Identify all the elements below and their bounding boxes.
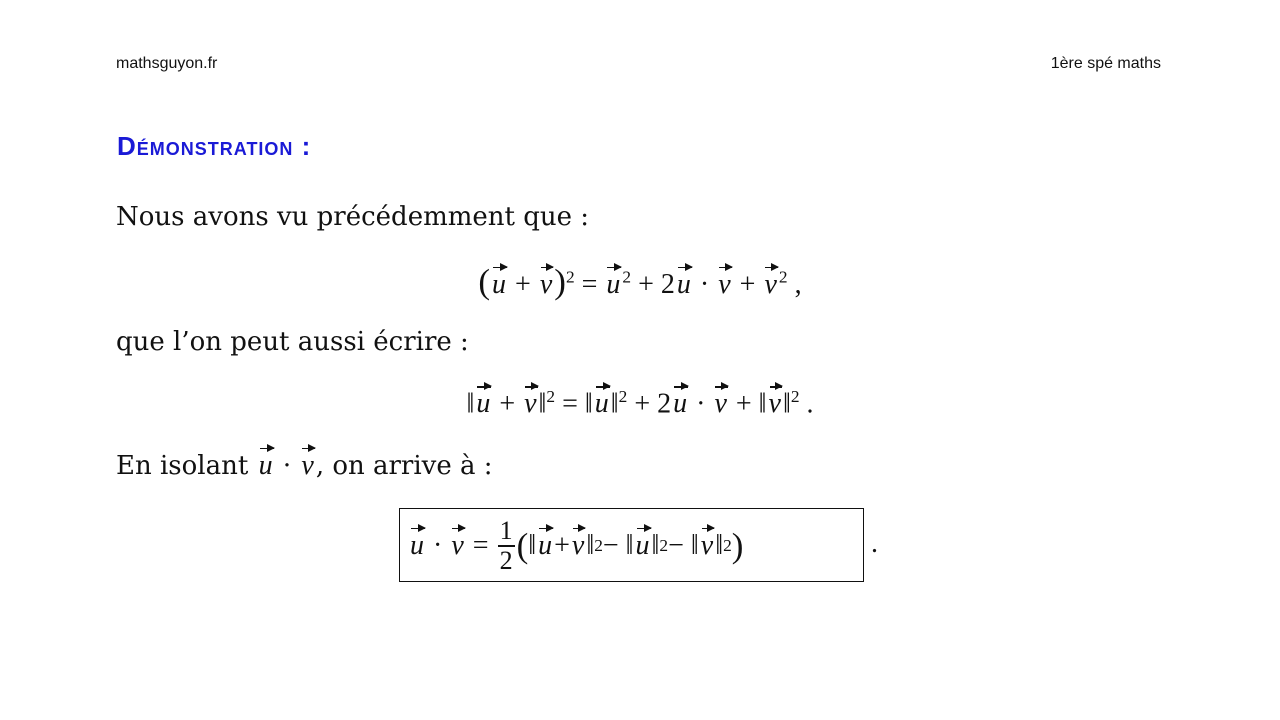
equation-norm-expansion: ‖u + v‖$^2$ = ‖u‖$^2$ + 2u · v + ‖v‖$^2$ . — [466, 387, 814, 420]
vector-v: v — [524, 388, 537, 420]
isolate-text: En isolant u · v, on arrive à : — [116, 450, 493, 481]
vector-u: u — [410, 530, 424, 561]
vector-v: v — [718, 269, 731, 300]
vector-u: u — [492, 269, 507, 300]
boxed-equation-end-dot: . — [871, 528, 878, 559]
site-name: mathsguyon.fr — [116, 55, 218, 72]
vector-v: v — [764, 269, 777, 300]
section-title: Démonstration : — [117, 131, 312, 161]
vector-u: u — [258, 450, 273, 481]
vector-u: u — [606, 269, 621, 300]
equation-end-dot: . — [806, 388, 814, 420]
fraction-one-half: $\frac{1}{2}$ — [499, 516, 513, 575]
vector-u: u — [594, 388, 609, 420]
vector-v: v — [301, 450, 314, 481]
vector-u: u — [673, 388, 688, 420]
vector-u: u — [476, 388, 491, 420]
vector-v: v — [539, 269, 553, 300]
vector-u: u — [538, 530, 553, 561]
course-label: 1ère spé maths — [1050, 55, 1161, 72]
rewrite-text: que l’on peut aussi écrire : — [116, 327, 469, 357]
equation-end-comma: , — [794, 269, 802, 300]
coefficient: 2 — [657, 388, 672, 420]
vector-u: u — [635, 530, 650, 561]
isolate-text-before: En isolant — [116, 451, 249, 481]
vector-u: u — [676, 269, 691, 300]
vector-v: v — [451, 530, 464, 561]
vector-v: v — [571, 530, 585, 561]
intro-text: Nous avons vu précédemment que : — [116, 202, 590, 232]
equation-square-expansion: $(u + v)^2 = u$ $^2$ + 2u · v + v $^2$ , — [478, 262, 802, 301]
isolate-text-after: , on arrive à : — [315, 451, 493, 481]
vector-v: v — [768, 388, 781, 420]
vector-v: v — [700, 530, 714, 561]
coefficient: 2 — [660, 269, 675, 300]
boxed-result-equation: u · v = $\frac{1}{2}$ ( ‖ u + v ‖ 2 − ‖ u ‖ 2 − ‖ v ‖ 2 ) — [399, 508, 864, 582]
vector-v: v — [714, 388, 727, 420]
